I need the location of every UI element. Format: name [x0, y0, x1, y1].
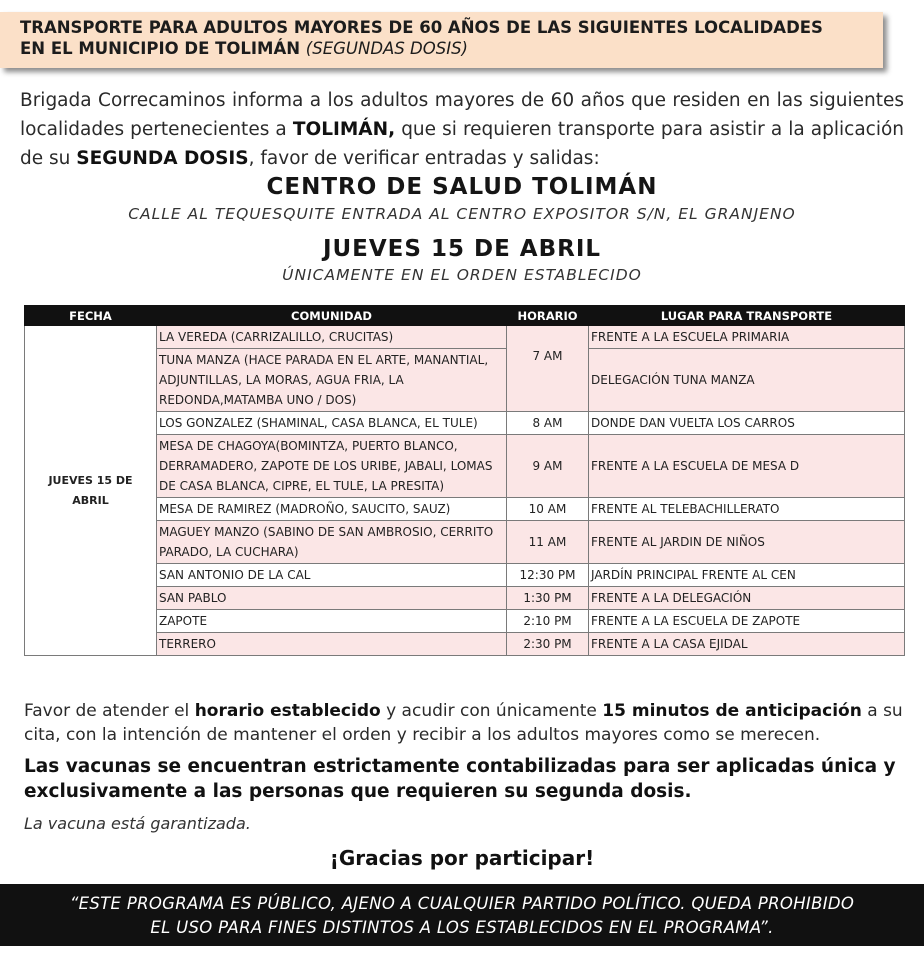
horario-cell: 8 AM	[507, 412, 589, 435]
comunidad-cell: ZAPOTE	[157, 610, 507, 633]
notice-text-1: Favor de atender el	[24, 701, 195, 721]
schedule-table	[24, 305, 905, 656]
comunidad-cell: SAN PABLO	[157, 587, 507, 610]
horario-cell: 1:30 PM	[507, 587, 589, 610]
header-horario: HORARIO	[507, 306, 589, 326]
title-banner	[0, 12, 883, 68]
table-row	[25, 349, 905, 412]
notice-bold-minutes: 15 minutos de anticipación	[602, 701, 862, 721]
notice-bold-schedule: horario establecido	[194, 701, 381, 721]
table-row	[25, 521, 905, 564]
banner-municipality: EN EL MUNICIPIO DE TOLIMÁN	[20, 39, 301, 58]
intro-bold-municipality: TOLIMÁN,	[292, 119, 396, 140]
lugar-cell: FRENTE AL JARDIN DE NIÑOS	[589, 521, 905, 564]
fecha-cell	[25, 326, 157, 656]
footer-disclaimer	[0, 884, 924, 946]
table-row	[25, 326, 905, 349]
lugar-cell: JARDÍN PRINCIPAL FRENTE AL CEN	[589, 564, 905, 587]
banner-title-line1: TRANSPORTE PARA ADULTOS MAYORES DE 60 AÑOS DE LAS SIGUIENTES LOCALIDADES	[20, 18, 823, 37]
comunidad-cell: TUNA MANZA (HACE PARADA EN EL ARTE, MANANTIAL, ADJUNTILLAS, LA MORAS, AGUA FRIA, LA REDONDA,MATAMBA UNO / DOS)	[157, 349, 507, 412]
comunidad-cell: MAGUEY MANZO (SABINO DE SAN AMBROSIO, CERRITO PARADO, LA CUCHARA)	[157, 521, 507, 564]
intro-bold-dose: SEGUNDA DOSIS	[76, 148, 249, 169]
table-row	[25, 564, 905, 587]
comunidad-cell: TERRERO	[157, 633, 507, 656]
horario-cell: 7 AM	[507, 326, 589, 412]
comunidad-cell: MESA DE RAMIREZ (MADROÑO, SAUCITO, SAUZ)	[157, 498, 507, 521]
event-date: JUEVES 15 DE ABRIL	[322, 236, 602, 262]
lugar-cell: FRENTE A LA ESCUELA DE MESA D	[589, 435, 905, 498]
horario-cell: 10 AM	[507, 498, 589, 521]
notice-text-2: y acudir con únicamente	[380, 701, 603, 721]
horario-cell: 11 AM	[507, 521, 589, 564]
lugar-cell: FRENTE AL TELEBACHILLERATO	[589, 498, 905, 521]
comunidad-cell: LA VEREDA (CARRIZALILLO, CRUCITAS)	[157, 326, 507, 349]
horario-cell: 2:10 PM	[507, 610, 589, 633]
lugar-cell: FRENTE A LA DELEGACIÓN	[589, 587, 905, 610]
notice-text-3: a su cita, con la intención de mantener el orden y recibir a los adultos mayores como se merecen.	[24, 701, 903, 745]
vaccine-guarantee: La vacuna está garantizada.	[24, 814, 251, 833]
comunidad-cell: LOS GONZALEZ (SHAMINAL, CASA BLANCA, EL TULE)	[157, 412, 507, 435]
table-header-row	[25, 306, 905, 326]
horario-cell: 12:30 PM	[507, 564, 589, 587]
footer-line1: “ESTE PROGRAMA ES PÚBLICO, AJENO A CUALQUIER PARTIDO POLÍTICO. QUEDA PROHIBIDO	[69, 894, 855, 913]
intro-paragraph	[20, 86, 904, 173]
header-fecha: FECHA	[25, 306, 157, 326]
intro-text-2: que si requieren transporte para asistir a la aplicación de su	[20, 119, 905, 169]
table-row	[25, 498, 905, 521]
order-note: ÚNICAMENTE EN EL ORDEN ESTABLECIDO	[282, 266, 642, 284]
header-comunidad: COMUNIDAD	[157, 306, 507, 326]
horario-cell: 2:30 PM	[507, 633, 589, 656]
place-name: CENTRO DE SALUD TOLIMÁN	[266, 174, 658, 200]
banner-dose-note: (SEGUNDAS DOSIS)	[305, 39, 468, 58]
lugar-cell: FRENTE A LA ESCUELA PRIMARIA	[589, 326, 905, 349]
table-row	[25, 587, 905, 610]
comunidad-cell: SAN ANTONIO DE LA CAL	[157, 564, 507, 587]
thanks-message: ¡Gracias por participar!	[329, 846, 595, 870]
table-row	[25, 610, 905, 633]
fecha-line1: JUEVES 15 DE	[48, 473, 133, 487]
schedule-notice	[24, 699, 908, 747]
header-lugar: LUGAR PARA TRANSPORTE	[589, 306, 905, 326]
lugar-cell: DONDE DAN VUELTA LOS CARROS	[589, 412, 905, 435]
footer-line2: EL USO PARA FINES DISTINTOS A LOS ESTABLECIDOS EN EL PROGRAMA”.	[150, 918, 774, 937]
table-row	[25, 633, 905, 656]
lugar-cell: DELEGACIÓN TUNA MANZA	[589, 349, 905, 412]
place-address: CALLE AL TEQUESQUITE ENTRADA AL CENTRO EXPOSITOR S/N, EL GRANJENO	[128, 205, 796, 223]
horario-cell: 9 AM	[507, 435, 589, 498]
comunidad-cell: MESA DE CHAGOYA(BOMINTZA, PUERTO BLANCO, DERRAMADERO, ZAPOTE DE LOS URIBE, JABALI, LOMAS DE CASA BLANCA, CIPRE, EL TULE, LA PRESITA)	[157, 435, 507, 498]
vaccine-warning: Las vacunas se encuentran estrictamente contabilizadas para ser aplicadas única y exclusivamente a las personas que requieren su segunda dosis.	[24, 756, 896, 802]
table-row	[25, 412, 905, 435]
intro-text-3: , favor de verificar entradas y salidas:	[248, 148, 600, 169]
lugar-cell: FRENTE A LA ESCUELA DE ZAPOTE	[589, 610, 905, 633]
table-row	[25, 435, 905, 498]
fecha-line2: ABRIL	[72, 493, 109, 507]
lugar-cell: FRENTE A LA CASA EJIDAL	[589, 633, 905, 656]
intro-text-1: Brigada Correcaminos informa a los adultos mayores de 60 años que residen en las siguientes localidades pertenecientes a	[20, 90, 904, 140]
banner-title-line2	[20, 38, 883, 59]
